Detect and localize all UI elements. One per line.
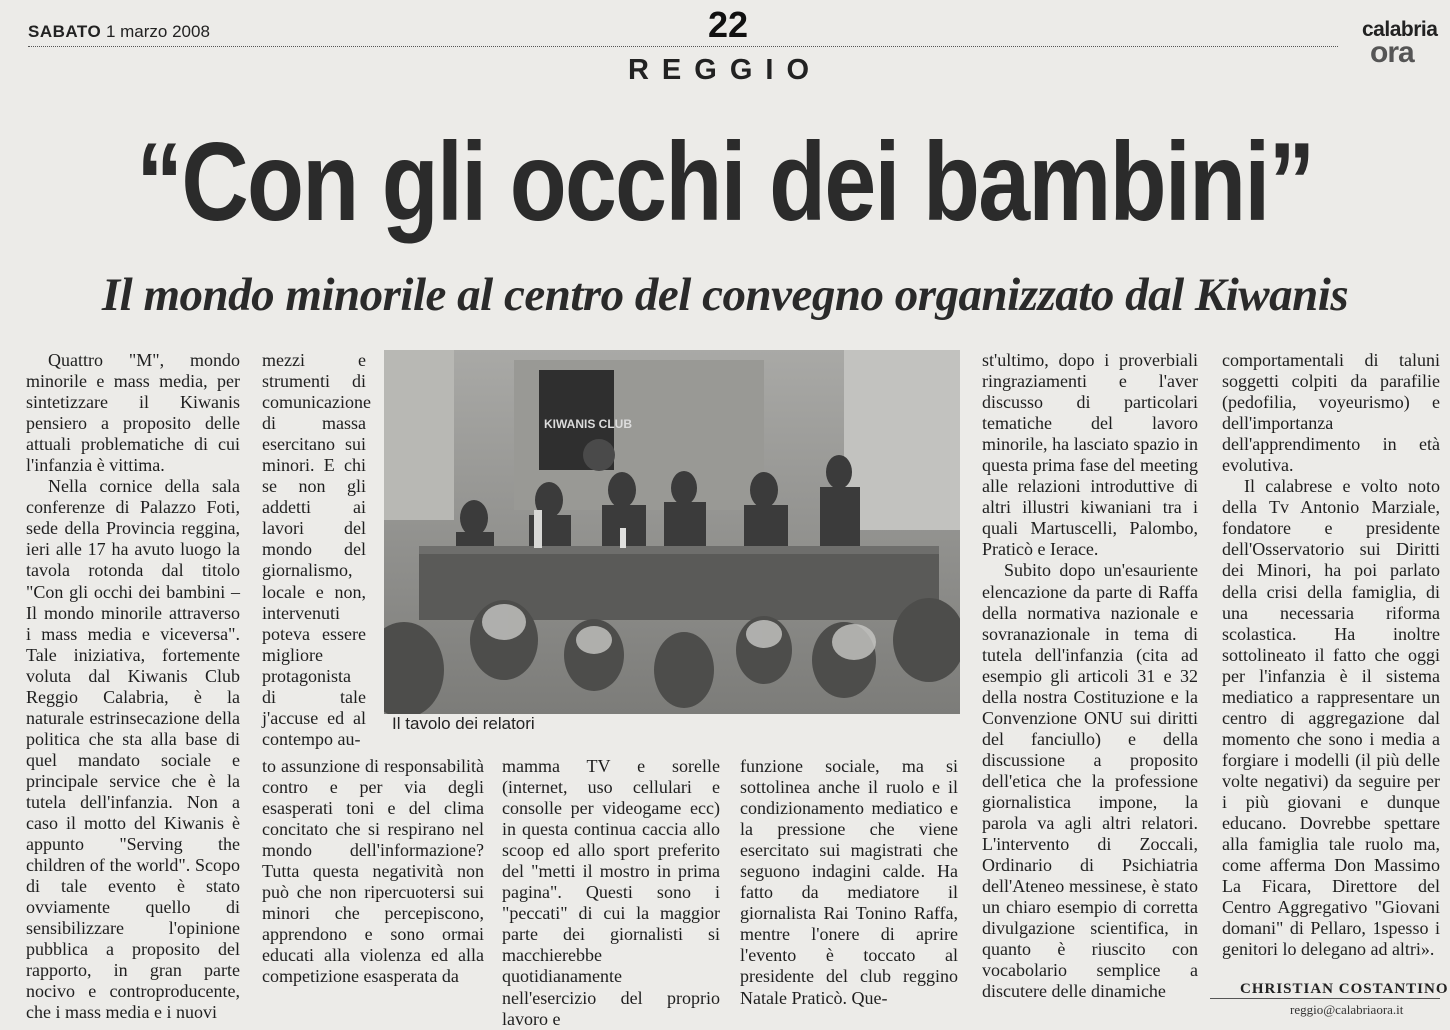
issue-date-text: 1 marzo 2008 xyxy=(105,22,210,41)
masthead xyxy=(0,0,1450,69)
col2-bottom-text: to assunzione di responsabilità contro e per via degli esasperati toni e del clima concitato che si respirano nel mondo dell'informazione? Tutta questa negatività non può che non ripercuotersi sui minori che percepiscono, apprendono e sono ormai educati alla violenza ed alla competizione esasperata da xyxy=(262,756,484,987)
col5-paragraph-1: st'ultimo, dopo i proverbiali ringraziamenti e l'aver discusso di particolari tematiche del lavoro minorile, ha lasciato spazio in questa prima fase del meeting alle relazioni introduttive di altri illustri kiwaniani tra i quali Martuscelli, Palombo, Praticò e Ierace. xyxy=(982,350,1198,560)
column-5 xyxy=(982,350,1198,1002)
logo-line-1: calabria xyxy=(1362,18,1438,41)
column-1 xyxy=(26,350,240,1024)
photo-banner-text: KIWANIS CLUB xyxy=(544,417,632,431)
col6-paragraph-1: comportamentali di taluni soggetti colpiti da parafilie (pedofilia, voyeurismo) e dell'importanza dell'apprendimento in età evolutiva. xyxy=(1222,350,1440,476)
masthead-rule xyxy=(28,46,1338,47)
logo-line-2: ora xyxy=(1370,36,1414,69)
photo-caption-text: Il tavolo dei relatori xyxy=(392,714,535,733)
byline-rule xyxy=(1210,998,1440,999)
col5-paragraph-2: Subito dopo un'esauriente elencazione da parte di Raffa della normativa nazionale e sovranazionale in tema di tutela dell'infanzia (cita ad esempio gli articoli 31 e 32 della nostra Costituzione e la Convenzione ONU sui diritti del fanciullo) e della discussione a proposito dell'etica che la professione giornalistica impone, la parola va agli altri relatori. L'intervento di Zoccali, Ordinario di Psichiatria dell'Ateneo messinese, è stato un chiaro esempio di corretta divulgazione scientifica, in quanto è riuscito con vocabolario semplice a discutere delle dinamiche xyxy=(982,560,1198,1002)
photo-caption xyxy=(384,714,968,734)
col6-paragraph-2: Il calabrese e volto noto della Tv Antonio Marziale, fondatore e presidente dell'Osservatorio sui Diritti dei Minori, ha poi parlato della crisi della famiglia, di una necessaria riforma scolastica. Ha inoltre sottolineato il fatto che oggi per l'infanzia è il sistema mediatico a rappresentare un centro di aggregazione dal momento che sono i media a forgiare i modelli (il più delle volte negativi) da seguire per i più giovani e dunque educano. Dovrebbe spettare alla famiglia tale ruolo ma, come afferma Don Massimo La Ficara, Direttore del Centro Aggregativo "Giovani domani" di Pellaro, 1spesso i genitori lo delegano ad altri». xyxy=(1222,476,1440,960)
column-6 xyxy=(1222,350,1440,960)
col2-top-text: mezzi e strumenti di comunicazione di massa esercitano sui minori. E chi se non gli addetti ai lavori del mondo del giornalismo, locale e non, intervenuti poteva essere migliore protagonista di tale j'accuse ed al contempo au- xyxy=(262,350,371,749)
col1-paragraph-2: Nella cornice della sala conferenze di Palazzo Foti, sede della Provincia reggina, ieri alle 17 ha avuto luogo la tavola rotonda dal titolo "Con gli occhi dei bambini – Il mondo minorile attraverso i mass media e viceversa". Tale iniziativa, fortemente voluta dal Kiwanis Club Reggio Calabria, è la naturale estrinsecazione della politica che sta alla base di quel mandato sociale e principale service che è la tutela dell'infanzia. Non a caso il motto del Kiwanis è appunto "Serving the children of the world". Scopo di tale evento è stato ovviamente quello di sensibilizzare l'opinione pubblica a proposito del rapporto, in gran parte nocivo e controproducente, che i mass media e i nuovi xyxy=(26,476,240,1023)
section-title: REGGIO xyxy=(627,54,822,86)
article-headline: “Con gli occhi dei bambini” xyxy=(136,120,1314,244)
article-byline: CHRISTIAN COSTANTINO xyxy=(1240,981,1449,997)
column-2-top xyxy=(262,350,371,750)
column-2-bottom xyxy=(262,756,484,988)
issue-day: SABATO xyxy=(28,22,102,41)
column-4-bottom xyxy=(740,756,958,1009)
article-photo xyxy=(384,350,960,714)
col1-paragraph-1: Quattro "M", mondo minorile e mass media, per sintetizzare il Kiwanis pensiero a proposito delle attuali problematiche di cui l'infanzia è vittima. xyxy=(26,350,240,476)
contact-email: reggio@calabriaora.it xyxy=(1290,1002,1404,1017)
issue-date xyxy=(28,22,210,42)
col3-bottom-text: mamma TV e sorelle (internet, uso cellulari e consolle per videogame ecc) in questa continua caccia allo scoop ed allo sport preferito del "metti il mostro in prima pagina". Questi sono i "peccati" di cui la maggior parte dei giornalisti si macchierebbe quotidianamente nell'esercizio del proprio lavoro e xyxy=(502,756,720,1029)
page-number: 22 xyxy=(708,4,749,45)
article-subhead: Il mondo minorile al centro del convegno organizzato dal Kiwanis xyxy=(101,269,1349,321)
col4-bottom-text: funzione sociale, ma si sottolinea anche il ruolo e il condizionamento mediatico e la pressione che viene esercitato sui magistrati che seguono indagini calde. Ha fatto da mediatore il giornalista Rai Tonino Raffa, mentre l'onere di aprire l'evento è toccato al presidente del club reggino Natale Praticò. Que- xyxy=(740,756,958,1008)
conference-photo-illustration xyxy=(384,350,960,714)
column-3-bottom xyxy=(502,756,720,1030)
